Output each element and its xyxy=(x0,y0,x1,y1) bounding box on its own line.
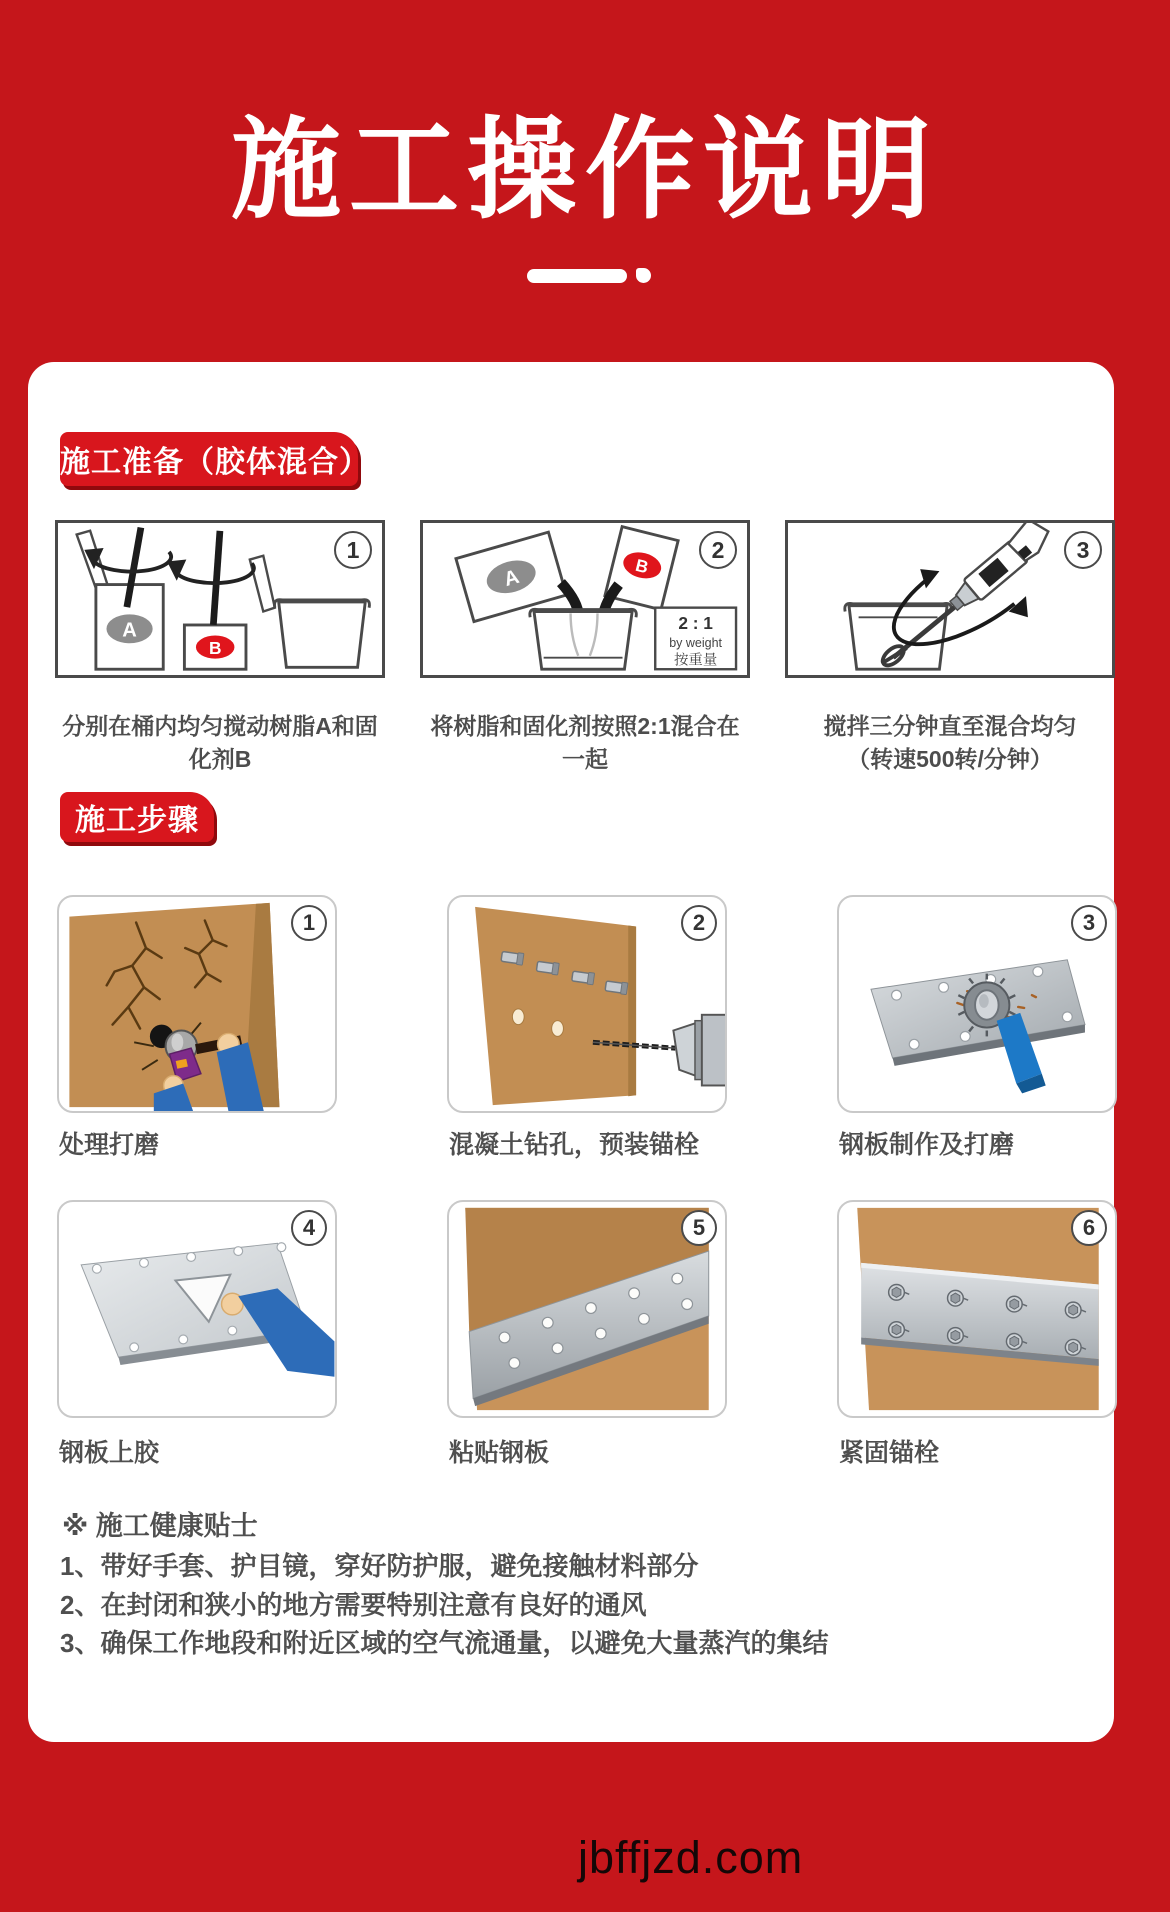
work-step-caption-2: 混凝土钻孔，预装锚栓 xyxy=(449,1131,700,1159)
work-step-caption-3: 钢板制作及打磨 xyxy=(839,1131,1015,1159)
prep-step-caption-3-line2: （转速500转/分钟） xyxy=(847,746,1053,772)
work-step-box-2 xyxy=(447,895,727,1113)
footer-url: jbffjzd.com xyxy=(578,1832,804,1883)
prep-step-caption-3-line1: 搅拌三分钟直至混合均匀 xyxy=(823,713,1077,739)
safety-tip-2: 2、在封闭和狭小的地方需要特别注意有良好的通风 xyxy=(60,1590,647,1620)
title-underline xyxy=(527,268,651,283)
step-number-badge: 2 xyxy=(699,531,737,569)
work-step-caption-6: 紧固锚栓 xyxy=(839,1439,940,1467)
safety-tip-3: 3、确保工作地段和附近区域的空气流通量，以避免大量蒸汽的集结 xyxy=(60,1628,829,1658)
prep-step-caption-3 xyxy=(785,710,1115,776)
step-number-badge: 3 xyxy=(1064,531,1102,569)
step-number-badge: 5 xyxy=(681,1210,717,1246)
label-b: B xyxy=(633,554,651,578)
label-b: B xyxy=(208,637,222,658)
step-number-badge: 4 xyxy=(291,1210,327,1246)
work-step-caption-1: 处理打磨 xyxy=(59,1131,160,1159)
prep-step-box-2 xyxy=(420,520,750,678)
work-step-caption-4: 钢板上胶 xyxy=(59,1439,160,1467)
section-badge-prep: 施工准备（胶体混合） xyxy=(60,432,358,486)
work-step-box-5 xyxy=(447,1200,727,1418)
prep-step-caption-1: 分别在桶内均匀搅动树脂A和固化剂B xyxy=(62,713,378,772)
step-number-badge: 1 xyxy=(334,531,372,569)
page-title: 施工操作说明 xyxy=(231,109,939,232)
prep-step-box-1 xyxy=(55,520,385,678)
work-step-box-4 xyxy=(57,1200,337,1418)
underline-dash xyxy=(527,269,627,283)
safety-tip-1: 1、带好手套、护目镜，穿好防护服，避免接触材料部分 xyxy=(60,1551,699,1581)
work-step-box-3 xyxy=(837,895,1117,1113)
work-step-box-6 xyxy=(837,1200,1117,1418)
label-a: A xyxy=(501,565,522,592)
safety-tips-header: ※ 施工健康贴士 xyxy=(62,1511,258,1541)
underline-dot xyxy=(636,268,651,283)
section-badge-steps: 施工步骤 xyxy=(60,792,214,842)
label-a: A xyxy=(122,619,137,642)
content-card xyxy=(28,362,1114,1742)
ratio-by-weight-label: by weight xyxy=(669,636,723,651)
prep-step-box-3 xyxy=(785,520,1115,678)
step-number-badge: 2 xyxy=(681,905,717,941)
work-step-box-1 xyxy=(57,895,337,1113)
ratio-cn-label: 按重量 xyxy=(673,652,718,669)
step-number-badge: 1 xyxy=(291,905,327,941)
step-number-badge: 3 xyxy=(1071,905,1107,941)
ratio-label: 2 : 1 xyxy=(678,612,713,633)
work-step-caption-5: 粘贴钢板 xyxy=(449,1439,550,1467)
step-number-badge: 6 xyxy=(1071,1210,1107,1246)
prep-step-caption-2: 将树脂和固化剂按照2:1混合在一起 xyxy=(430,713,740,772)
